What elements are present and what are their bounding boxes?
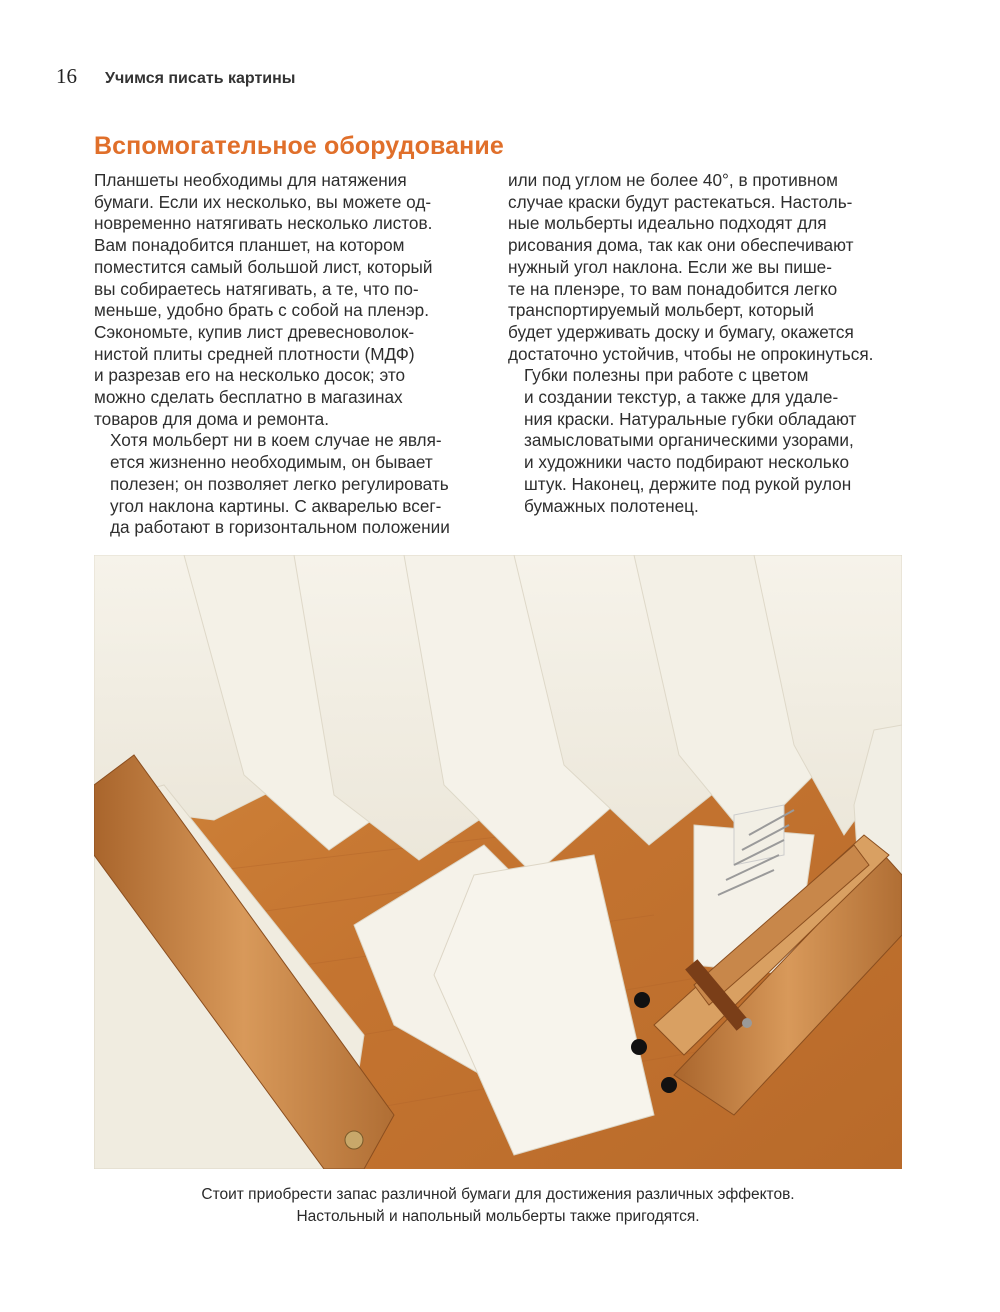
caption-line: Настольный и напольный мольберты также пригодятся.	[296, 1208, 700, 1225]
text-line: бумаги. Если их несколько, вы можете од-	[94, 191, 432, 212]
page-header	[56, 64, 295, 90]
caption-line: Стоит приобрести запас различной бумаги для достижения различных эффектов.	[201, 1186, 795, 1203]
paragraph-paper-boards	[94, 170, 490, 430]
text-line: бумажных полотенец.	[524, 495, 699, 516]
text-line: и художники часто подбирают несколько	[524, 452, 850, 473]
text-line: нистой плиты средней плотности (МДФ)	[94, 343, 415, 364]
text-line: нужный угол наклона. Если же вы пише-	[508, 256, 832, 277]
running-title: Учимся писать картины	[105, 70, 296, 87]
text-line: ния краски. Натуральные губки обладают	[524, 408, 857, 429]
text-line: Сэкономьте, купив лист древесноволок-	[94, 321, 415, 342]
text-line: замысловатыми органическими узорами,	[524, 430, 854, 451]
text-line: будет удерживать доску и бумагу, окажется	[508, 321, 854, 342]
paragraph-easel	[94, 430, 490, 539]
text-line: меньше, удобно брать с собой на пленэр.	[94, 300, 429, 321]
text-line: ется жизненно необходимым, он бывает	[110, 452, 433, 473]
text-line: и создании текстур, а также для удале-	[524, 387, 839, 408]
text-line: Губки полезны при работе с цветом	[524, 365, 809, 386]
paragraph-easel-continued	[508, 170, 904, 365]
text-line: новременно натягивать несколько листов.	[94, 213, 433, 234]
text-line: достаточно устойчив, чтобы не опрокинуться.	[508, 343, 874, 364]
text-line: поместится самый большой лист, который	[94, 256, 433, 277]
text-line: вы собираетесь натягивать, а те, что по-	[94, 278, 419, 299]
photo-caption	[94, 1184, 902, 1228]
text-line: те на пленэре, то вам понадобится легко	[508, 278, 838, 299]
text-line: ные мольберты идеально подходят для	[508, 213, 827, 234]
text-line: транспортируемый мольберт, который	[508, 300, 814, 321]
text-line: случае краски будут растекаться. Настоль-	[508, 191, 853, 212]
text-line: да работают в горизонтальном положении	[110, 517, 450, 538]
text-line: и разрезав его на несколько досок; это	[94, 365, 406, 386]
text-line: Планшеты необходимы для натяжения	[94, 170, 407, 190]
page-number: 16	[56, 64, 77, 88]
text-line: полезен; он позволяет легко регулировать	[110, 473, 449, 494]
text-column-left	[94, 170, 490, 539]
text-line: товаров для дома и ремонта.	[94, 408, 330, 429]
text-line: можно сделать бесплатно в магазинах	[94, 387, 403, 408]
text-line: Вам понадобится планшет, на котором	[94, 235, 405, 256]
text-line: штук. Наконец, держите под рукой рулон	[524, 473, 852, 494]
text-line: или под углом не более 40°, в противном	[508, 170, 838, 190]
paper-and-easel-photo	[94, 555, 902, 1169]
text-line: рисования дома, так как они обеспечивают	[508, 235, 854, 256]
text-line: Хотя мольберт ни в коем случае не явля-	[110, 430, 442, 451]
section-title: Вспомогательное оборудование	[94, 132, 504, 160]
text-line: угол наклона картины. С акварелью всег-	[110, 495, 442, 516]
text-column-right	[508, 170, 904, 517]
paragraph-sponges	[508, 365, 904, 517]
